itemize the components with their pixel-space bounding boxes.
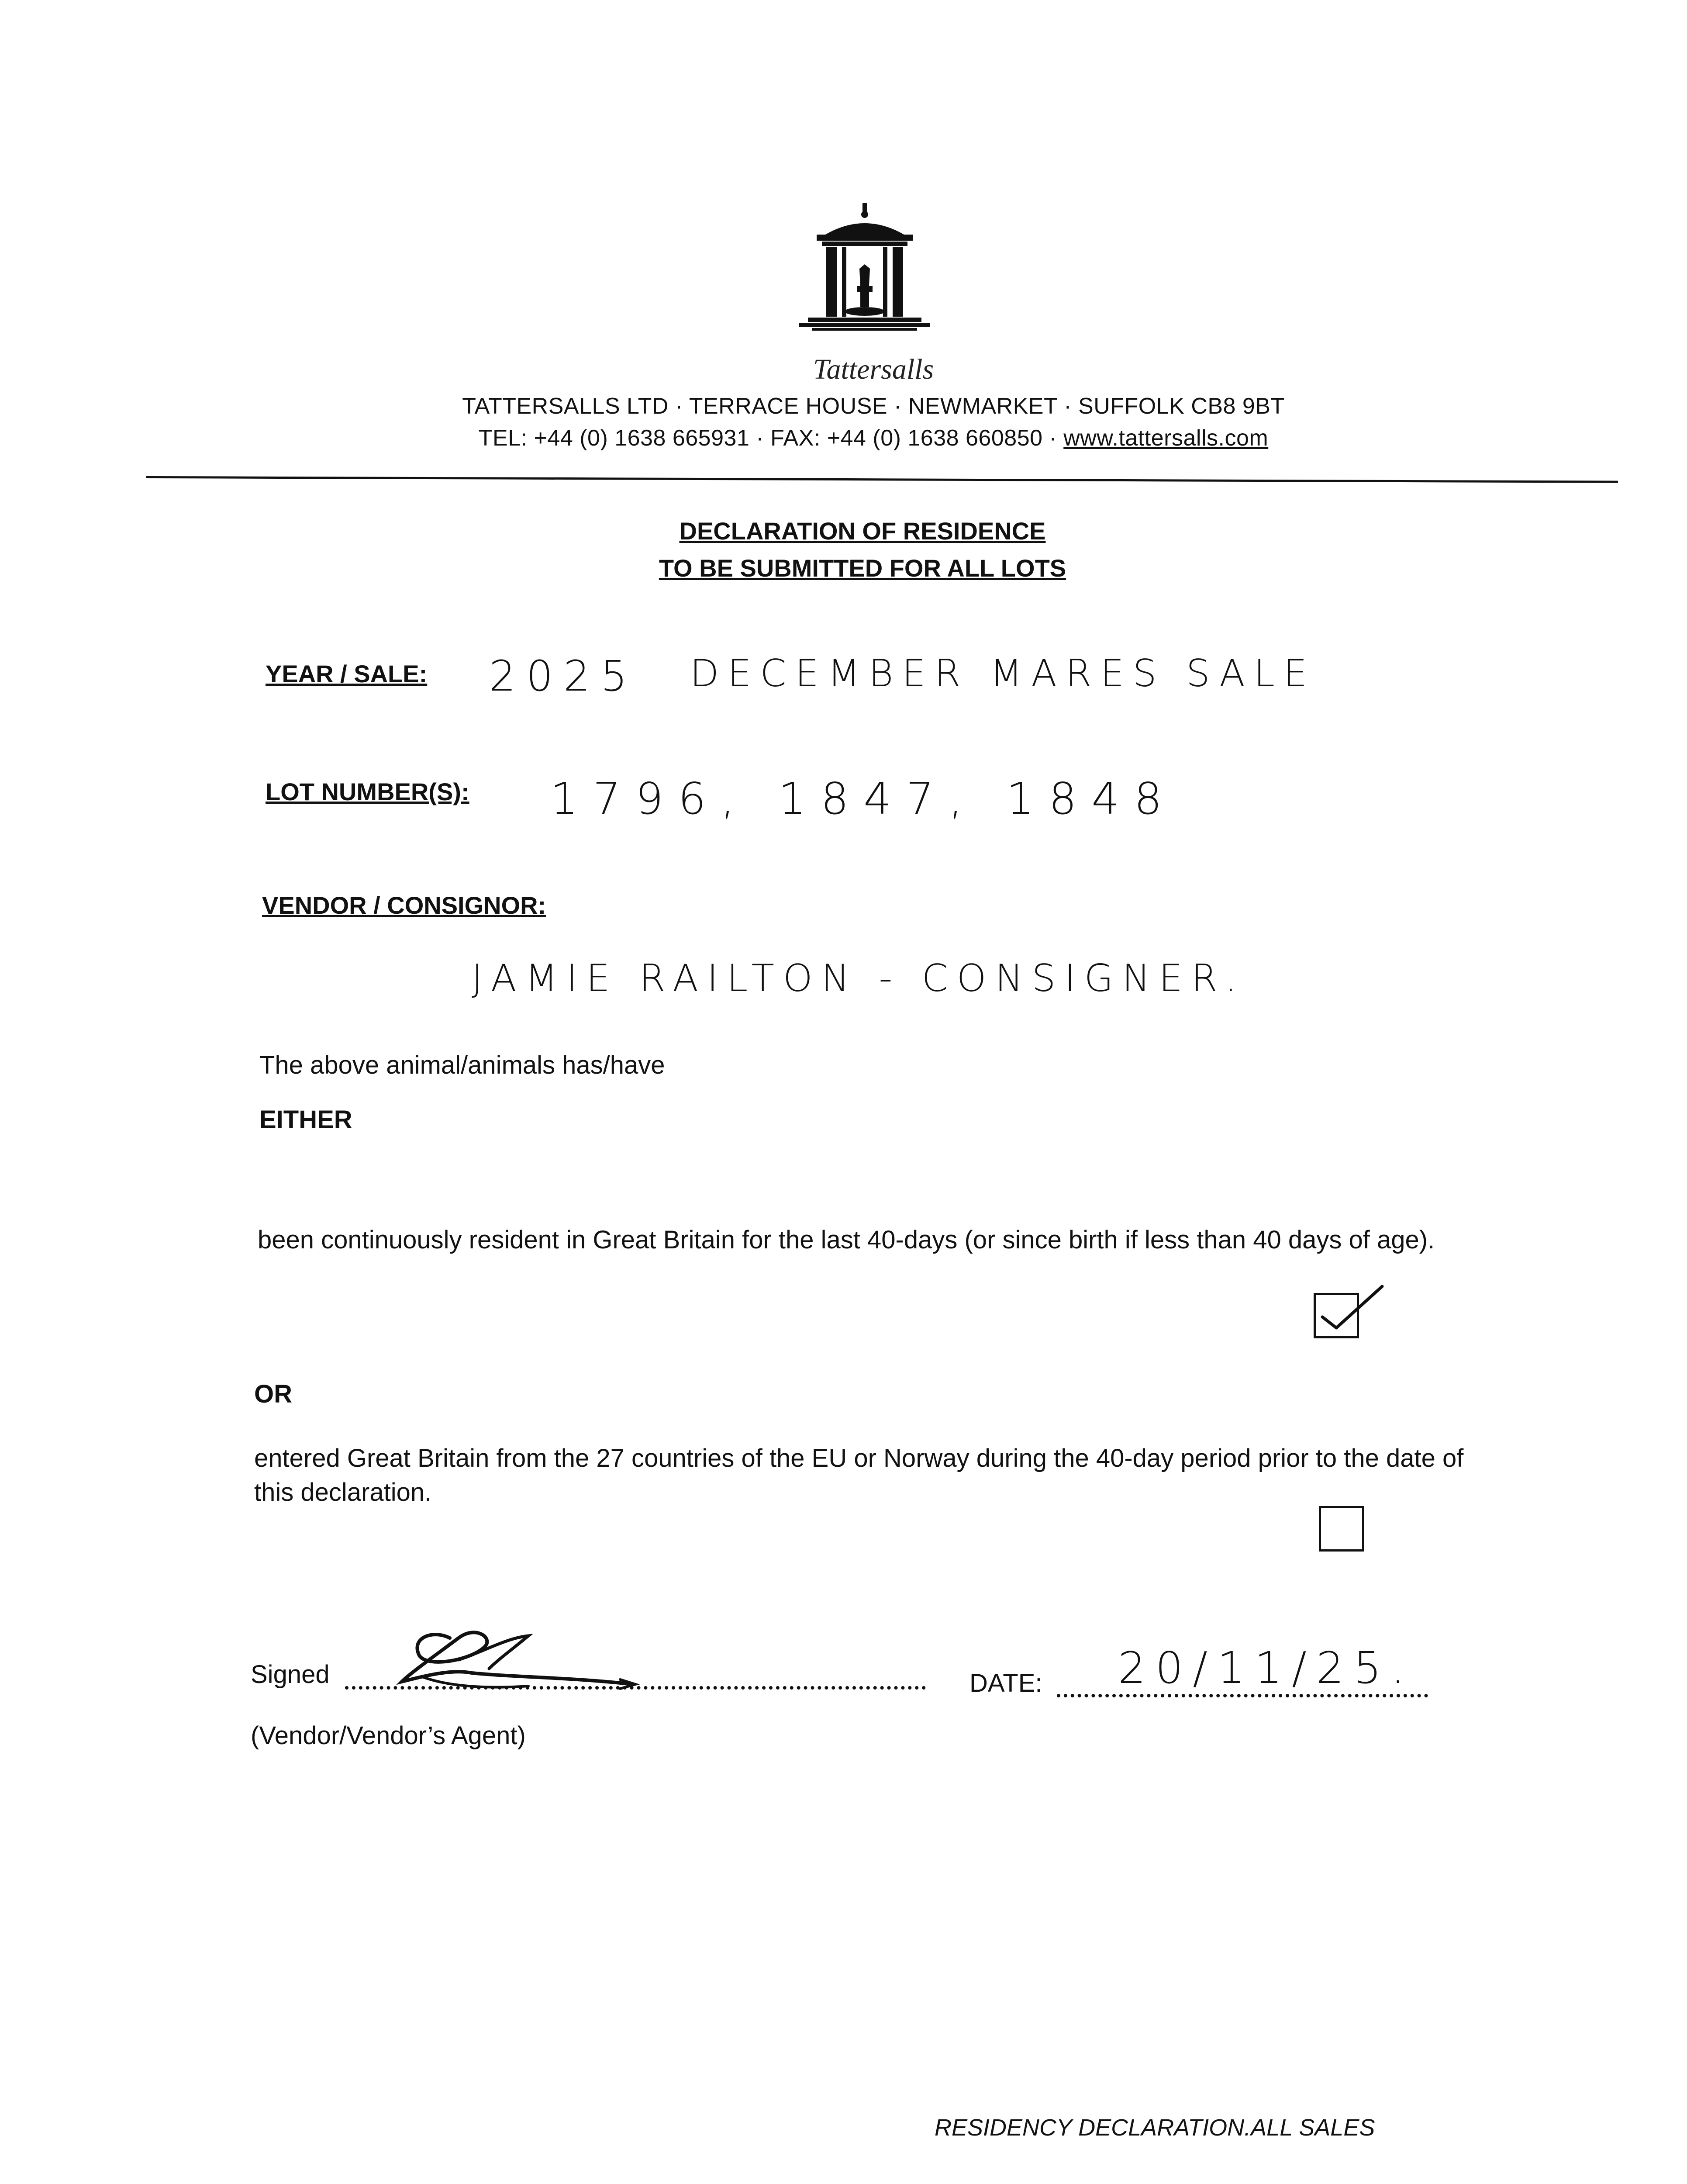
sale-value[interactable]: DECEMBER MARES SALE (690, 652, 1316, 695)
brand-name: Tattersalls (813, 353, 934, 385)
option1-text: been continuously resident in Great Britain for the last 40-days (or since birth if less than 40 days of age). (258, 1226, 1435, 1254)
year-sale-label: YEAR / SALE: (266, 660, 428, 688)
signer-role: (Vendor/Vendor’s Agent) (251, 1721, 526, 1750)
company-contact (393, 425, 1354, 451)
lot-numbers-label: LOT NUMBER(S): (266, 778, 469, 805)
handwritten-signature (384, 1612, 655, 1717)
header-divider (146, 476, 1618, 483)
option2-text: entered Great Britain from the 27 countries of the EU or Norway during the 40-day period prior to the date of this declaration. (254, 1444, 1464, 1507)
company-address: TATTERSALLS LTD · TERRACE HOUSE · NEWMARKET · SUFFOLK CB8 9BT (462, 394, 1285, 419)
signed-label: Signed (251, 1660, 330, 1689)
date-label: DATE: (969, 1669, 1042, 1697)
checkmark-icon (1306, 1278, 1393, 1343)
date-line[interactable] (1057, 1694, 1428, 1697)
intro-text: The above animal/animals has/have (259, 1051, 665, 1079)
date-value[interactable]: 20/11/25. (1118, 1642, 1414, 1693)
vendor-consignor-label: VENDOR / CONSIGNOR: (262, 892, 546, 919)
form-footer: RESIDENCY DECLARATION.ALL SALES (935, 2115, 1375, 2141)
contact-numbers: TEL: +44 (0) 1638 665931 · FAX: +44 (0) 1638 660850 · (478, 425, 1064, 451)
website-link[interactable]: www.tattersalls.com (1063, 425, 1269, 451)
option2-checkbox[interactable] (1319, 1506, 1364, 1552)
lot-numbers-value[interactable]: 1796, 1847, 1848 (550, 773, 1177, 824)
tattersalls-logo (799, 203, 930, 352)
year-value[interactable]: 2025 (489, 652, 638, 701)
form-title-line1: DECLARATION OF RESIDENCE (679, 517, 1046, 545)
form-title-line2: TO BE SUBMITTED FOR ALL LOTS (659, 554, 1066, 582)
or-label: OR (254, 1380, 292, 1408)
either-label: EITHER (259, 1106, 352, 1134)
vendor-consignor-value[interactable]: JAMIE RAILTON - CONSIGNER. (472, 957, 1246, 1000)
